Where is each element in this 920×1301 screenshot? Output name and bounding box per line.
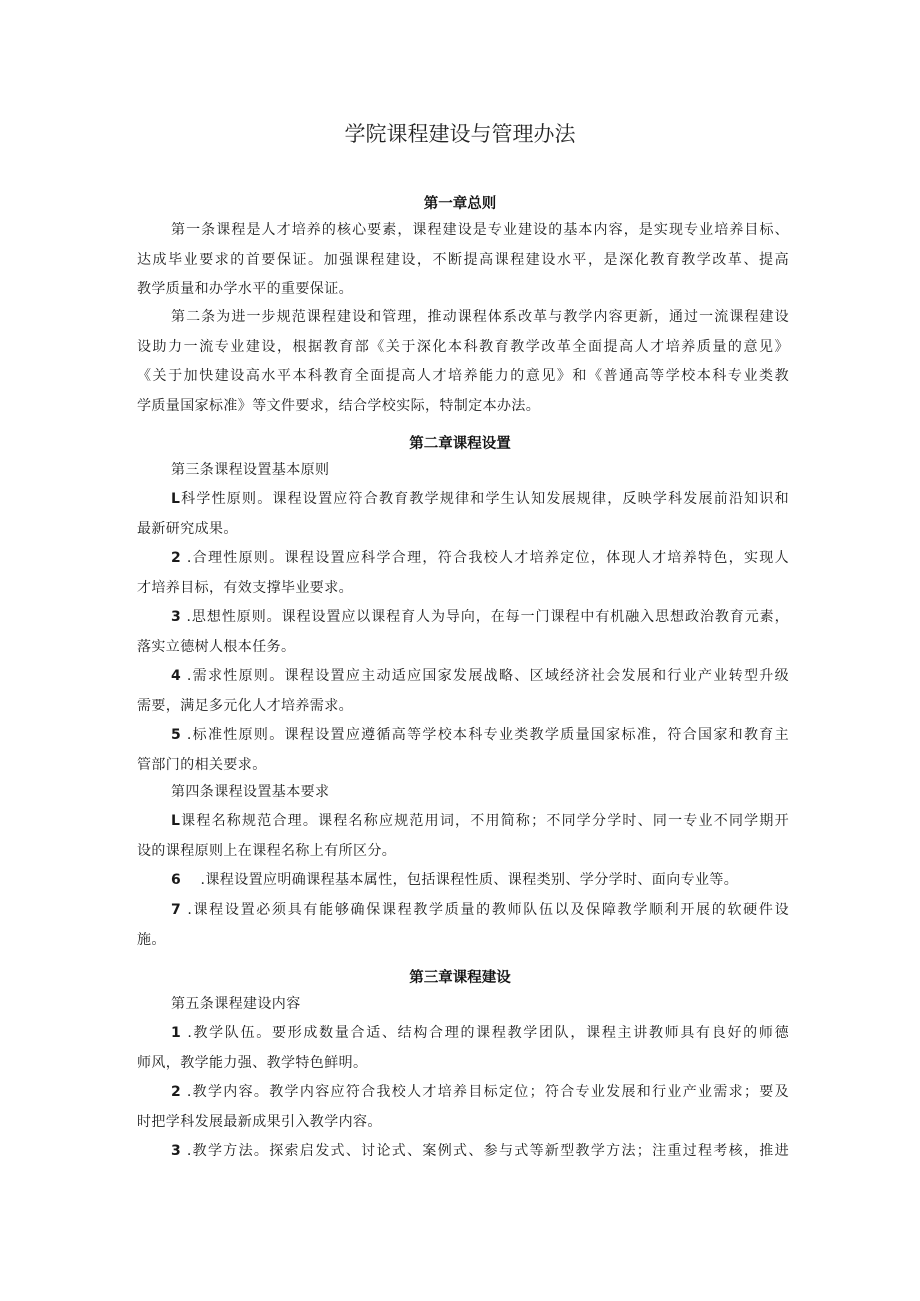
article-4-heading-text: 第四条课程设置基本要求 (171, 784, 330, 800)
item-number: 3 (171, 609, 182, 625)
article-2-paragraph (137, 303, 789, 421)
item-3-line-1: .思想性原则。课程设置应以课程育人为导向，在每一门课程中有机融入思想政治教育元素， (181, 609, 789, 625)
item-4-line-1: .需求性原则。课程设置应主动适应国家发展战略、区域经济社会发展和行业产业转型升级 (181, 668, 789, 684)
item-number: 3 (171, 1143, 182, 1159)
article-4-item-6 (137, 866, 789, 896)
item-2-line-2: 时把学科发展最新成果引入教学内容。 (137, 1113, 382, 1130)
item-number: 2 (171, 1084, 182, 1100)
article-4-heading (137, 778, 789, 808)
item-1-line-1: .教学队伍。要形成数量合适、结构合理的课程教学团队，课程主讲教师具有良好的师德 (181, 1025, 789, 1041)
item-5-line-1: .标准性原则。课程设置应遵循高等学校本科专业类教学质量国家标准，符合国家和教育主 (181, 727, 789, 743)
article-3-item-1 (137, 485, 789, 544)
article-1-line-1: 第一条课程是人才培养的核心要素，课程建设是专业建设的基本内容，是实现专业培养目标、 (171, 222, 789, 238)
item-3-line-2: 落实立德树人根本任务。 (137, 638, 296, 655)
chapter-2-heading: 第二章课程设置 (409, 436, 511, 452)
item-1-line-2: 师风，教学能力强、教学特色鲜明。 (137, 1054, 368, 1071)
article-2-line-4: 学质量国家标准》等文件要求，结合学校实际，特制定本办法。 (137, 397, 541, 414)
article-2-line-1: 第二条为进一步规范课程建设和管理，推动课程体系改革与教学内容更新，通过一流课程建设 (171, 309, 789, 325)
article-4-item-7 (137, 896, 789, 955)
item-3-line-1: .教学方法。探索启发式、讨论式、案例式、参与式等新型教学方法；注重过程考核，推进 (181, 1143, 789, 1159)
item-7-line-1: .课程设置必须具有能够确保课程教学质量的教师队伍以及保障教学顺利开展的软硬件设 (181, 902, 789, 918)
article-3-item-4 (137, 662, 789, 721)
article-5-item-3 (137, 1137, 789, 1167)
item-number: 7 (171, 902, 182, 918)
item-1-line-2: 设的课程原则上在课程名称上有所区分。 (137, 842, 397, 859)
article-2-line-2: 设助力一流专业建设，根据教育部《关于深化本科教育教学改革全面提高人才培养质量的意见》 (137, 338, 789, 355)
article-3-item-3 (137, 603, 789, 662)
article-1-paragraph (137, 216, 789, 305)
article-3-item-2 (137, 544, 789, 603)
article-3-item-5 (137, 721, 789, 780)
item-1-line-1: 科学性原则。课程设置应符合教育教学规律和学生认知发展规律，反映学科发展前沿知识和 (180, 491, 789, 507)
article-4-item-1 (137, 807, 789, 866)
item-4-line-2: 需要，满足多元化人才培养需求。 (137, 697, 353, 714)
article-5-heading-text: 第五条课程建设内容 (171, 996, 301, 1012)
chapter-1-heading: 第一章总则 (423, 196, 497, 212)
item-6-line-1: .课程设置应明确课程基本属性，包括课程性质、课程类别、学分学时、面向专业等。 (181, 872, 739, 888)
item-number: 1 (171, 1025, 182, 1041)
item-number: 5 (171, 727, 182, 743)
item-2-line-2: 才培养目标，有效支撑毕业要求。 (137, 579, 353, 596)
item-2-line-1: .教学内容。教学内容应符合我校人才培养目标定位；符合专业发展和行业产业需求；要及 (181, 1084, 789, 1100)
document-title: 学院课程建设与管理办法 (344, 122, 576, 146)
article-5-heading (137, 990, 789, 1020)
item-number: L (171, 813, 181, 829)
article-1-line-2: 达成毕业要求的首要保证。加强课程建设，不断提高课程建设水平，是深化教育教学改革、提高 (137, 251, 789, 268)
article-3-heading-text: 第三条课程设置基本原则 (171, 462, 330, 478)
article-1-line-3: 教学质量和办学水平的重要保证。 (137, 281, 353, 297)
item-1-line-2: 最新研究成果。 (137, 520, 238, 537)
article-2-line-3: 《关于加快建设高水平本科教育全面提高人才培养能力的意见》和《普通高等学校本科专业类教 (137, 368, 789, 384)
item-2-line-1: .合理性原则。课程设置应科学合理，符合我校人才培养定位，体现人才培养特色，实现人 (181, 550, 789, 566)
item-number: 4 (171, 668, 182, 684)
article-3-heading (137, 456, 789, 486)
item-number: 2 (171, 550, 182, 566)
item-1-line-1: 课程名称规范合理。课程名称应规范用词，不用简称；不同学分学时、同一专业不同学期开 (180, 813, 789, 829)
article-5-item-2 (137, 1078, 789, 1137)
chapter-3-heading: 第三章课程建设 (409, 970, 511, 986)
item-5-line-2: 管部门的相关要求。 (137, 756, 267, 773)
item-7-line-2: 施。 (137, 931, 166, 948)
item-number: L (171, 491, 181, 507)
item-number: 6 (171, 872, 182, 888)
article-5-item-1 (137, 1019, 789, 1078)
